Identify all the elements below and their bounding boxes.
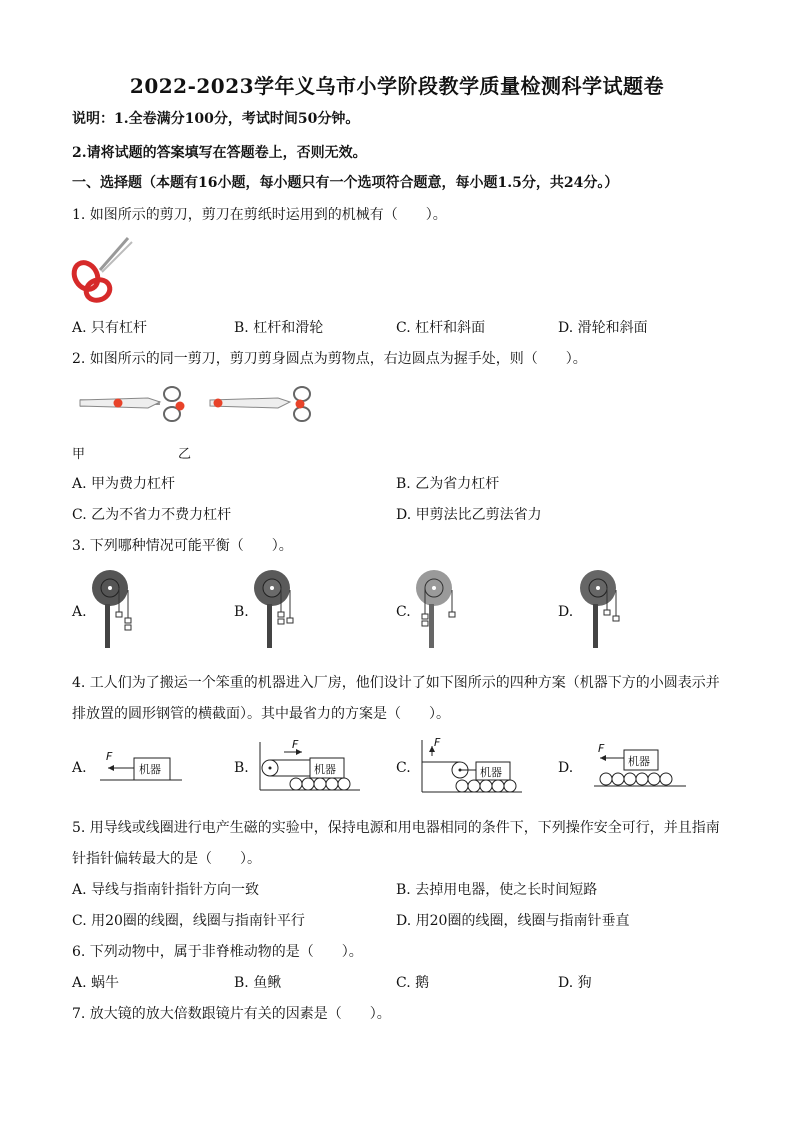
q2-option-b: B. 乙为省力杠杆 <box>396 476 500 492</box>
q2-option-c: C. 乙为不省力不费力杠杆 <box>72 507 232 523</box>
machine-label: 机器 <box>139 763 161 776</box>
wheel-axle-figure-c <box>414 568 464 652</box>
q5-option-b: B. 去掉用电器，使之长时间短路 <box>396 882 598 898</box>
question-3-stem: 3. 下列哪种情况可能平衡（ ）。 <box>72 538 293 554</box>
q1-option-b: B. 杠杆和滑轮 <box>234 320 324 336</box>
question-5-stem-line-2: 针指针偏转最大的是（ ）。 <box>72 851 261 867</box>
q3-option-a: A. <box>72 604 87 620</box>
q5-option-d: D. 用20圈的线圈，线圈与指南针垂直 <box>396 913 630 929</box>
force-label: F <box>598 742 605 755</box>
force-label: F <box>106 750 113 763</box>
q3-option-d: D. <box>558 604 574 620</box>
grip-point-dot <box>296 400 305 409</box>
machine-label: 机器 <box>480 766 502 779</box>
force-label: F <box>292 738 299 751</box>
q3-option-c: C. <box>396 604 411 620</box>
q4-option-c: C. <box>396 760 411 776</box>
grip-point-dot <box>176 402 185 411</box>
figure-label-yi: 乙 <box>178 447 192 462</box>
machine-label: 机器 <box>314 763 336 776</box>
wheel-axle-figure-b <box>252 568 302 652</box>
q5-option-c: C. 用20圈的线圈，线圈与指南针平行 <box>72 913 305 929</box>
wheel-axle-figure-d <box>578 568 628 652</box>
question-4-stem-line-2: 排放置的圆形钢管的横截面）。其中最省力的方案是（ ）。 <box>72 706 450 722</box>
q6-option-b: B. 鱼鳅 <box>234 975 282 991</box>
q4-option-a: A. <box>72 760 87 776</box>
q6-option-c: C. 鹅 <box>396 975 430 991</box>
q3-option-b: B. <box>234 604 249 620</box>
cut-point-dot <box>214 399 223 408</box>
wheel-axle-figure-a <box>90 568 140 652</box>
plan-figure-a <box>96 744 186 784</box>
scissors-figure-jia <box>78 382 188 426</box>
q6-option-a: A. 蜗牛 <box>72 975 120 991</box>
machine-label: 机器 <box>628 755 650 768</box>
scissors-figure-yi <box>208 382 318 426</box>
instruction-line-1: 说明：1.全卷满分100分，考试时间50分钟。 <box>72 111 360 127</box>
q4-option-b: B. <box>234 760 249 776</box>
instruction-line-2: 2.请将试题的答案填写在答题卷上，否则无效。 <box>72 145 367 161</box>
figure-label-jia: 甲 <box>72 447 86 462</box>
plan-figure-b <box>256 738 364 796</box>
question-7-stem: 7. 放大镜的放大倍数跟镜片有关的因素是（ ）。 <box>72 1006 391 1022</box>
q6-option-d: D. 狗 <box>558 975 592 991</box>
cut-point-dot <box>114 399 123 408</box>
plan-figure-d <box>590 742 690 790</box>
question-4-stem-line-1: 4. 工人们为了搬运一个笨重的机器进入厂房，他们设计了如下图所示的四种方案（机器下方的小圆表示并 <box>72 675 720 691</box>
force-label: F <box>434 736 441 749</box>
q1-option-c: C. 杠杆和斜面 <box>396 320 486 336</box>
q5-option-a: A. 导线与指南针指针方向一致 <box>72 882 260 898</box>
section-heading: 一、选择题（本题有16小题，每小题只有一个选项符合题意，每小题1.5分，共24分。） <box>72 175 619 191</box>
question-1-stem: 1. 如图所示的剪刀，剪刀在剪纸时运用到的机械有（ ）。 <box>72 207 447 223</box>
q1-option-a: A. 只有杠杆 <box>72 320 148 336</box>
q4-option-d: D. <box>558 760 574 776</box>
question-5-stem-line-1: 5. 用导线或线圈进行电产生磁的实验中，保持电源和用电器相同的条件下，下列操作安全可行，并且指南 <box>72 820 720 836</box>
q1-option-d: D. 滑轮和斜面 <box>558 320 648 336</box>
q2-option-a: A. 甲为费力杠杆 <box>72 476 176 492</box>
question-6-stem: 6. 下列动物中，属于非脊椎动物的是（ ）。 <box>72 944 363 960</box>
page-title: 2022-2023学年义乌市小学阶段教学质量检测科学试题卷 <box>129 74 665 98</box>
question-2-stem: 2. 如图所示的同一剪刀，剪刀剪身圆点为剪物点，右边圆点为握手处，则（ ）。 <box>72 351 587 367</box>
scissors-icon <box>70 234 134 304</box>
q2-option-d: D. 甲剪法比乙剪法省力 <box>396 507 542 523</box>
plan-figure-c <box>418 736 526 796</box>
